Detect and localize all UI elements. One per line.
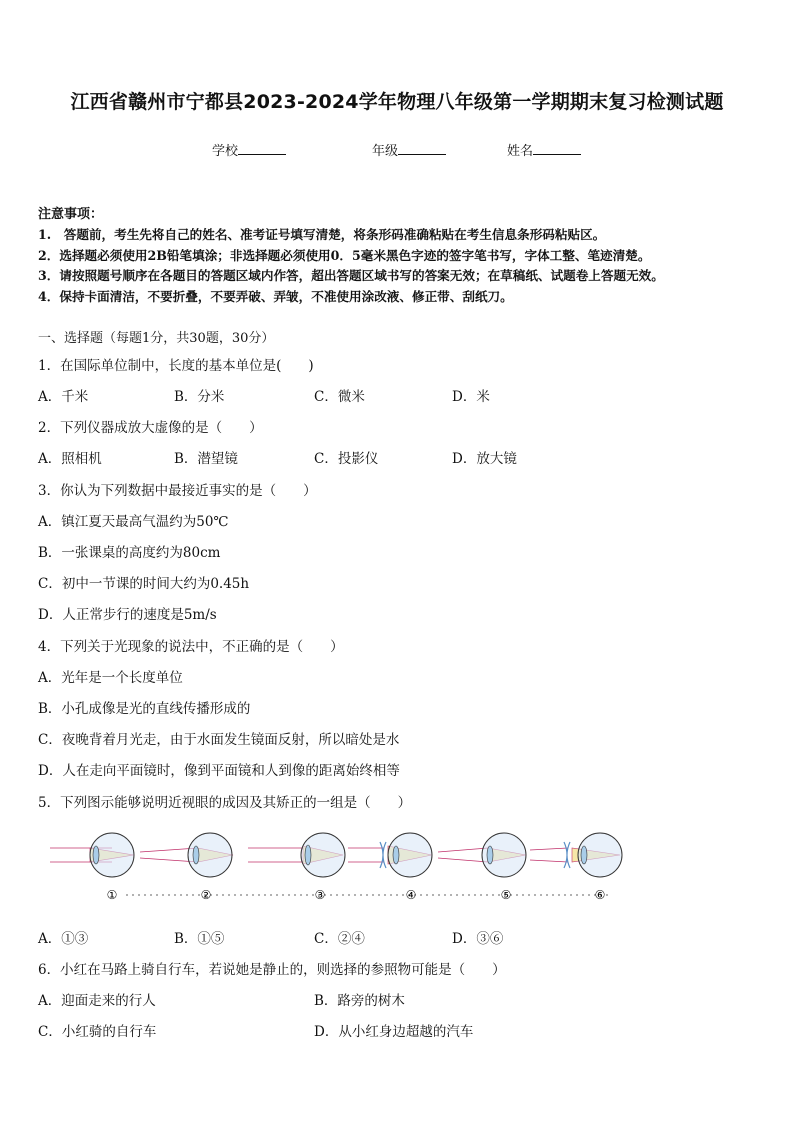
question-6-stem: 6．小红在马路上骑自行车，若说她是静止的，则选择的参照物可能是（ ） (38, 962, 506, 978)
q5-option-a[interactable]: A．①③ (38, 931, 89, 947)
eye-diagram-3 (248, 833, 345, 877)
note-item: 2．选择题必须使用2B铅笔填涂；非选择题必须使用0．5毫米黑色字迹的签字笔书写，字体工整、笔迹清楚。 (38, 248, 651, 263)
q4-option-d[interactable]: D．人在走向平面镜时，像到平面镜和人到像的距离始终相等 (38, 763, 400, 779)
eye-diagram-5 (438, 833, 526, 877)
question-2-stem: 2．下列仪器成放大虚像的是（ ） (38, 420, 263, 436)
q2-option-d[interactable]: D．放大镜 (452, 451, 517, 467)
q3-option-d[interactable]: D．人正常步行的速度是5m/s (38, 607, 217, 623)
figure-label-2: ② (200, 888, 212, 902)
q6-option-c[interactable]: C．小红骑的自行车 (38, 1024, 157, 1040)
question-1-stem: 1．在国际单位制中，长度的基本单位是( ) (38, 358, 314, 374)
eye-diagram-figure (48, 826, 628, 908)
eye-diagram-1 (50, 833, 134, 877)
note-item: 4．保持卡面清洁，不要折叠，不要弄破、弄皱，不准使用涂改液、修正带、刮纸刀。 (38, 289, 513, 304)
q2-option-b[interactable]: B．潜望镜 (174, 451, 238, 467)
notes-heading: 注意事项： (38, 207, 104, 222)
q6-option-b[interactable]: B．路旁的树木 (314, 993, 405, 1009)
grade-field[interactable] (372, 140, 446, 159)
section-heading: 一、选择题（每题1分，共30题，30分） (38, 331, 275, 346)
school-field[interactable] (212, 140, 286, 159)
q3-option-c[interactable]: C．初中一节课的时间大约为0.45h (38, 576, 250, 592)
grade-label: 年级 (372, 144, 399, 159)
note-item: 1. 答题前，考生先将自己的姓名、准考证号填写清楚，将条形码准确粘贴在考生信息条形码粘贴区。 (38, 227, 606, 242)
figure-label-1: ① (106, 888, 118, 902)
question-5-stem: 5．下列图示能够说明近视眼的成因及其矫正的一组是（ ） (38, 795, 412, 811)
grade-blank[interactable] (398, 142, 446, 155)
q5-option-b[interactable]: B．①⑤ (174, 931, 225, 947)
q1-option-b[interactable]: B．分米 (174, 389, 225, 405)
name-blank[interactable] (533, 142, 581, 155)
q3-option-b[interactable]: B．一张课桌的高度约为80cm (38, 545, 221, 561)
q4-option-b[interactable]: B．小孔成像是光的直线传播形成的 (38, 701, 251, 717)
figure-label-3: ③ (314, 888, 326, 902)
eye-diagram-6 (530, 833, 622, 877)
page-title: 江西省赣州市宁都县2023-2024学年物理八年级第一学期期末复习检测试题 (70, 91, 724, 113)
q1-option-a[interactable]: A．千米 (38, 389, 89, 405)
name-field[interactable] (507, 140, 581, 159)
q2-option-a[interactable]: A．照相机 (38, 451, 102, 467)
q4-option-a[interactable]: A．光年是一个长度单位 (38, 670, 183, 686)
q1-option-d[interactable]: D．米 (452, 389, 490, 405)
name-label: 姓名 (507, 144, 534, 159)
figure-label-6: ⑥ (594, 888, 606, 902)
figure-label-4: ④ (405, 888, 417, 902)
q3-option-a[interactable]: A．镇江夏天最高气温约为50℃ (38, 514, 229, 530)
school-label: 学校 (212, 144, 239, 159)
school-blank[interactable] (238, 142, 286, 155)
figure-label-5: ⑤ (500, 888, 512, 902)
q5-option-c[interactable]: C．②④ (314, 931, 365, 947)
q6-option-d[interactable]: D．从小红身边超越的汽车 (314, 1024, 474, 1040)
q6-option-a[interactable]: A．迎面走来的行人 (38, 993, 156, 1009)
q4-option-c[interactable]: C．夜晚背着月光走，由于水面发生镜面反射，所以暗处是水 (38, 732, 400, 748)
note-item: 3．请按照题号顺序在各题目的答题区域内作答，超出答题区域书写的答案无效；在草稿纸、试题卷上答题无效。 (38, 268, 664, 283)
question-3-stem: 3．你认为下列数据中最接近事实的是（ ） (38, 483, 317, 499)
q5-option-d[interactable]: D．③⑥ (452, 931, 504, 947)
eye-diagram-4 (348, 833, 432, 877)
eye-diagram-2 (140, 833, 233, 877)
q2-option-c[interactable]: C．投影仪 (314, 451, 379, 467)
question-4-stem: 4．下列关于光现象的说法中，不正确的是（ ） (38, 639, 344, 655)
q1-option-c[interactable]: C．微米 (314, 389, 365, 405)
